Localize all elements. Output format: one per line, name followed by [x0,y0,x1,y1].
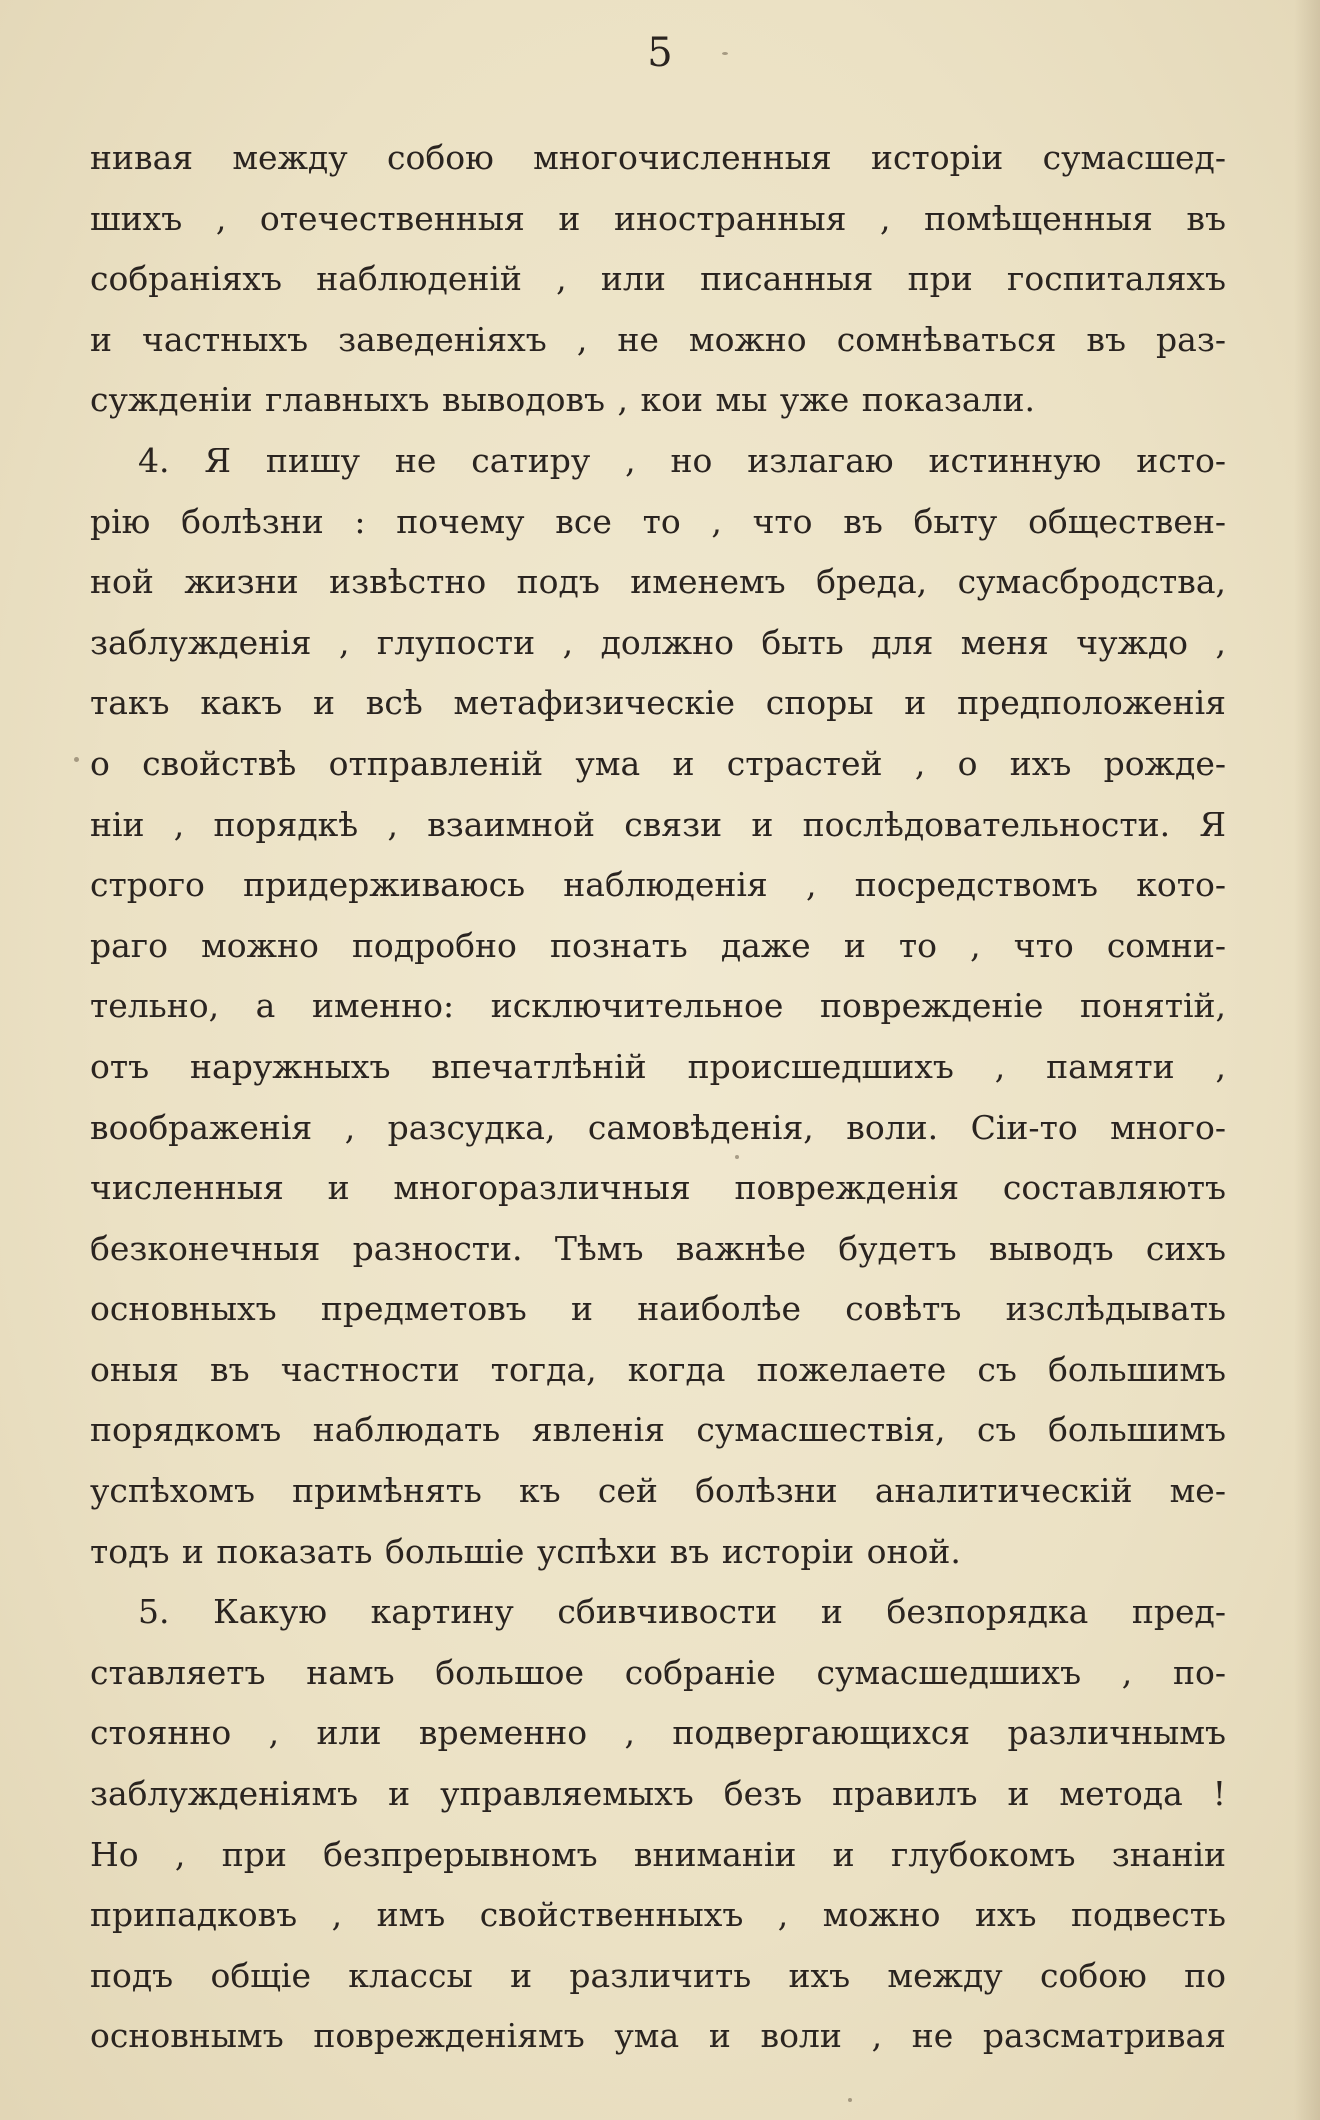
text-line: успѣхомъ примѣнять къ сей болѣзни аналитическій ме- [90,1471,1226,1511]
text-line: такъ какъ и всѣ метафизическіе споры и предположенія [90,683,1226,723]
paper-speck [735,1155,739,1159]
paragraph-5-first-line: 5. Какую картину сбивчивости и безпорядка пред- [138,1592,1226,1632]
text-line: порядкомъ наблюдать явленія сумасшествія, съ большимъ [90,1410,1226,1450]
text-line: подъ общіе классы и различить ихъ между собою по [90,1955,1226,1995]
text-line: ставляетъ намъ большое собраніе сумасшедшихъ , по- [90,1652,1226,1692]
text-line: строго придерживаюсь наблюденія , посредствомъ кото- [90,865,1226,905]
text-line: рію болѣзни : почему все то , что въ быту обществен- [90,501,1226,541]
paper-speck [74,757,79,762]
text-line: отъ наружныхъ впечатлѣній происшедшихъ , памяти , [90,1046,1226,1086]
body-text [90,128,1226,2067]
text-line: оныя въ частности тогда, когда пожелаете съ большимъ [90,1349,1226,1389]
text-line: и частныхъ заведеніяхъ , не можно сомнѣваться въ раз- [90,319,1226,359]
page-edge-shadow [1294,0,1320,2120]
text-line: тельно, а именно: исключительное поврежденіе понятій, [90,986,1226,1026]
text-line: воображенія , разсудка, самовѣденія, воли. Сіи-то много- [90,1107,1226,1147]
text-line: ніи , порядкѣ , взаимной связи и послѣдовательности. Я [90,804,1226,844]
text-line: раго можно подробно познать даже и то , что сомни- [90,925,1226,965]
paper-speck [722,52,728,55]
text-line: нивая между собою многочисленныя исторіи сумасшед- [90,138,1226,177]
page-number: 5 [647,30,673,76]
text-line: стоянно , или временно , подвергающихся различнымъ [90,1713,1226,1753]
text-line: припадковъ , имъ свойственныхъ , можно ихъ подвесть [90,1895,1226,1935]
text-line: ной жизни извѣстно подъ именемъ бреда, сумасбродства, [90,562,1226,602]
text-line: сужденіи главныхъ выводовъ , кои мы уже показали. [90,380,1035,420]
paragraph-4-first-line: 4. Я пишу не сатиру , но излагаю истинную исто- [138,440,1226,480]
text-line: заблужденія , глупости , должно быть для меня чуждо , [90,622,1226,662]
text-line: о свойствѣ отправленій ума и страстей , о ихъ рожде- [90,743,1226,783]
text-line: Но , при безпрерывномъ вниманіи и глубокомъ знаніи [90,1834,1226,1874]
text-line: собраніяхъ наблюденій , или писанныя при госпиталяхъ [90,259,1226,299]
text-line: основныхъ предметовъ и наиболѣе совѣтъ изслѣдывать [90,1289,1226,1329]
paper-speck [848,2098,852,2102]
text-line: шихъ , отечественныя и иностранныя , помѣщенныя въ [90,198,1226,238]
text-line: безконечныя разности. Тѣмъ важнѣе будетъ выводъ сихъ [90,1228,1226,1268]
text-line: основнымъ поврежденіямъ ума и воли , не разсматривая [90,2016,1226,2056]
text-line: заблужденіямъ и управляемыхъ безъ правилъ и метода ! [90,1774,1226,1814]
text-line: тодъ и показать большіе успѣхи въ исторіи оной. [90,1531,961,1571]
text-line: численныя и многоразличныя поврежденія составляютъ [90,1168,1226,1208]
